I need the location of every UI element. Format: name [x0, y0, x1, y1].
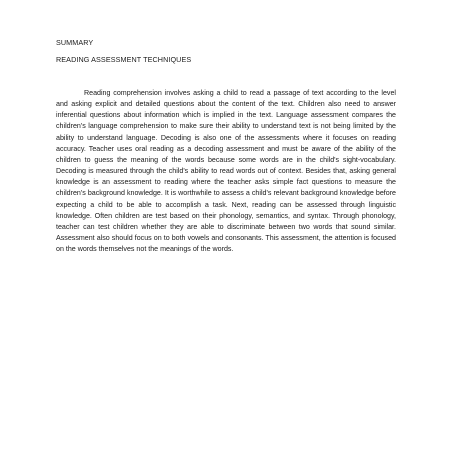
summary-paragraph: Reading comprehension involves asking a child to read a passage of text according to the level and asking explicit and detailed questions about the content of the text. Children also need to answer inferential questions about information which is implied in the text. Language assessment compares the children's language comprehension to make sure their ability to understand text is not being limited by the ability to understand language. Decoding is also one of the assessments where it focuses on reading accuracy. Teacher uses oral reading as a decoding assessment and must be aware of the ability of the children to guess the meaning of the words because some words are in the child's sight-vocabulary. Decoding is measured through the child's ability to read words out of context. Besides that, asking general knowledge is an assessment to reading where the teacher asks simple fact questions to measure the children's background knowledge. It is worthwhile to assess a child's relevant background knowledge before expecting a child to be able to accomplish a task. Next, reading can be assessed through linguistic knowledge. Often children are test based on their phonology, semantics, and syntax. Through phonology, teacher can test children whether they are able to discriminate between two words that sound similar. Assessment also should focus on to both vowels and consonants. This assessment, the attention is focused on the words themselves not the meanings of the words.: [56, 89, 396, 254]
document-title: READING ASSESSMENT TECHNIQUES: [56, 55, 192, 64]
summary-label: SUMMARY: [56, 38, 94, 47]
